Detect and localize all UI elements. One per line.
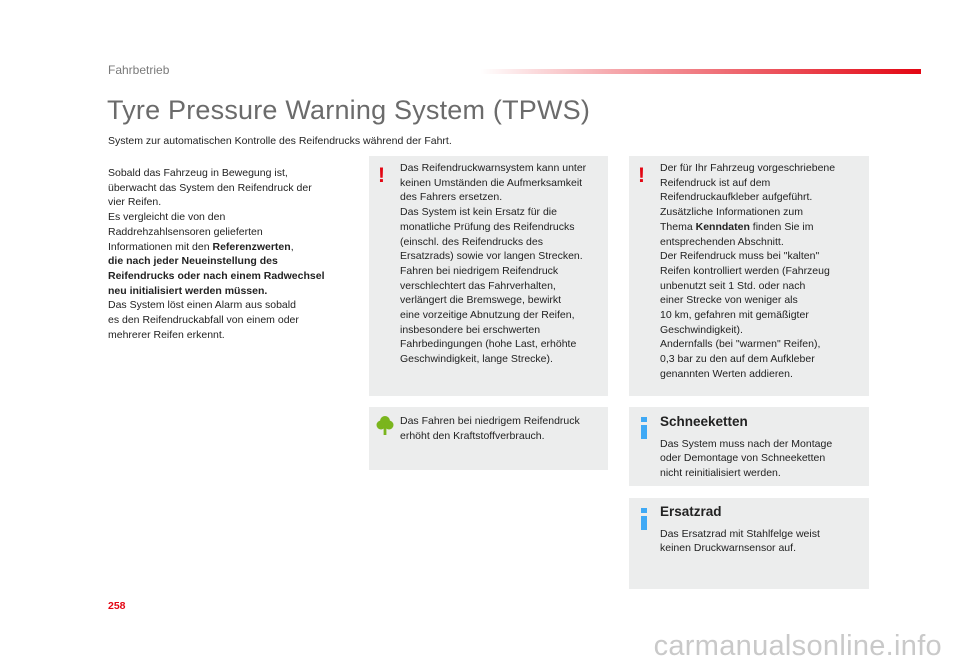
- text-line: Raddrehzahlsensoren gelieferten: [108, 225, 263, 238]
- text-line: des Fahrers ersetzen.: [400, 191, 503, 204]
- text-line: Geschwindigkeit).: [660, 323, 743, 336]
- info-box-content: [660, 415, 863, 481]
- text-fragment: ,: [290, 240, 294, 253]
- text-line: es den Reifendruckabfall von einem oder: [108, 314, 299, 327]
- text-line: Das System löst einen Alarm aus sobald: [108, 299, 296, 312]
- text-line: verschlechtert das Fahrverhalten,: [400, 279, 556, 292]
- text-line: Reifen kontrolliert werden (Fahrzeug: [660, 264, 830, 277]
- text-line: einer Strecke von weniger als: [660, 294, 798, 307]
- text-line: 0,3 bar zu den auf dem Aufkleber: [660, 353, 815, 366]
- eco-box-text: [400, 414, 602, 443]
- page-title: Tyre Pressure Warning System (TPWS): [107, 95, 591, 125]
- text-line: keinen Umständen die Aufmerksamkeit: [400, 176, 583, 189]
- text-line: überwacht das System den Reifendruck der: [108, 181, 312, 194]
- text-line: Es vergleicht die von den: [108, 211, 226, 224]
- info-box-title: Ersatzrad: [660, 504, 722, 519]
- text-line: entsprechenden Abschnitt.: [660, 235, 784, 248]
- section-label: Fahrbetrieb: [108, 63, 170, 77]
- text-line: Sobald das Fahrzeug in Bewegung ist,: [108, 167, 288, 179]
- intro-text: System zur automatischen Kontrolle des Reifendrucks während der Fahrt.: [108, 135, 452, 147]
- text-line: mehrerer Reifen erkennt.: [108, 328, 225, 341]
- text-line: Das System muss nach der Montage: [660, 437, 833, 450]
- eco-tree-icon: [376, 415, 394, 435]
- bold-text: neu initialisiert werden müssen.: [108, 284, 268, 297]
- text-line: [108, 240, 353, 255]
- text-line: erhöht den Kraftstoffverbrauch.: [400, 429, 545, 442]
- text-line: oder Demontage von Schneeketten: [660, 452, 826, 465]
- warning-exclamation-icon: !: [638, 164, 645, 187]
- text-line: Reifendruckaufkleber aufgeführt.: [660, 191, 813, 204]
- text-line: Geschwindigkeit, lange Strecke).: [400, 353, 553, 366]
- bold-line: [108, 284, 353, 299]
- warning-exclamation-icon: !: [378, 164, 385, 187]
- watermark: carmanualsonline.info: [653, 630, 942, 662]
- text-line: Zusätzliche Informationen zum: [660, 206, 803, 219]
- text-line: Der Reifendruck muss bei "kalten": [660, 250, 820, 263]
- text-line: unbenutzt seit 1 Std. oder nach: [660, 279, 806, 292]
- text-fragment: Thema: [660, 220, 696, 233]
- text-line: Ersatzrads) sowie vor langen Strecken.: [400, 250, 583, 263]
- text-line: Das System ist kein Ersatz für die: [400, 206, 557, 219]
- text-line: Andernfalls (bei "warmen" Reifen),: [660, 338, 821, 351]
- info-box-spare-wheel: [629, 498, 869, 589]
- text-fragment: finden Sie im: [749, 220, 814, 233]
- text-line: [660, 220, 863, 235]
- text-line: monatliche Prüfung des Reifendrucks: [400, 220, 575, 233]
- text-line: vier Reifen.: [108, 196, 162, 209]
- text-line: verlängert die Bremswege, bewirkt: [400, 294, 562, 307]
- info-box-title: Schneeketten: [660, 414, 748, 429]
- text-line: Das Fahren bei niedrigem Reifendruck: [400, 415, 580, 427]
- text-line: insbesondere bei erschwerten: [400, 323, 541, 336]
- info-box-content: [660, 505, 863, 556]
- warning-box-driver-attention: [369, 156, 608, 396]
- bold-term: Referenzwerten: [212, 240, 291, 253]
- eco-box-fuel-consumption: [369, 407, 608, 470]
- text-line: (einschl. des Reifendrucks des: [400, 235, 543, 248]
- page-number: 258: [108, 600, 126, 612]
- info-icon: [641, 508, 647, 530]
- text-line: eine vorzeitige Abnutzung der Reifen,: [400, 309, 575, 322]
- text-line: Fahren bei niedrigem Reifendruck: [400, 264, 559, 277]
- text-line: Der für Ihr Fahrzeug vorgeschriebene: [660, 162, 836, 174]
- text-line: Das Reifendruckwarnsystem kann unter: [400, 162, 587, 174]
- bold-line: [108, 254, 353, 269]
- bold-line: [108, 269, 353, 284]
- text-line: genannten Werten addieren.: [660, 367, 793, 380]
- text-fragment: Informationen mit den: [108, 240, 213, 253]
- left-column-text: [108, 166, 353, 342]
- text-line: keinen Druckwarnsensor auf.: [660, 542, 796, 555]
- text-line: Das Ersatzrad mit Stahlfelge weist: [660, 527, 820, 540]
- bold-term: Kenndaten: [695, 220, 750, 233]
- bold-text: die nach jeder Neueinstellung des: [108, 255, 278, 268]
- text-line: nicht reinitialisiert werden.: [660, 467, 781, 480]
- bold-text: Reifendrucks oder nach einem Radwechsel: [108, 269, 325, 282]
- text-line: Fahrbedingungen (hohe Last, erhöhte: [400, 338, 577, 351]
- info-icon: [641, 417, 647, 439]
- section-divider: [480, 69, 921, 74]
- text-line: 10 km, gefahren mit gemäßigter: [660, 309, 809, 322]
- warning-box-tyre-pressure-label: [629, 156, 869, 396]
- warning-box-text: [400, 161, 602, 367]
- info-box-snow-chains: [629, 407, 869, 486]
- text-line: Reifendruck ist auf dem: [660, 176, 771, 189]
- warning-box-text: [660, 161, 863, 382]
